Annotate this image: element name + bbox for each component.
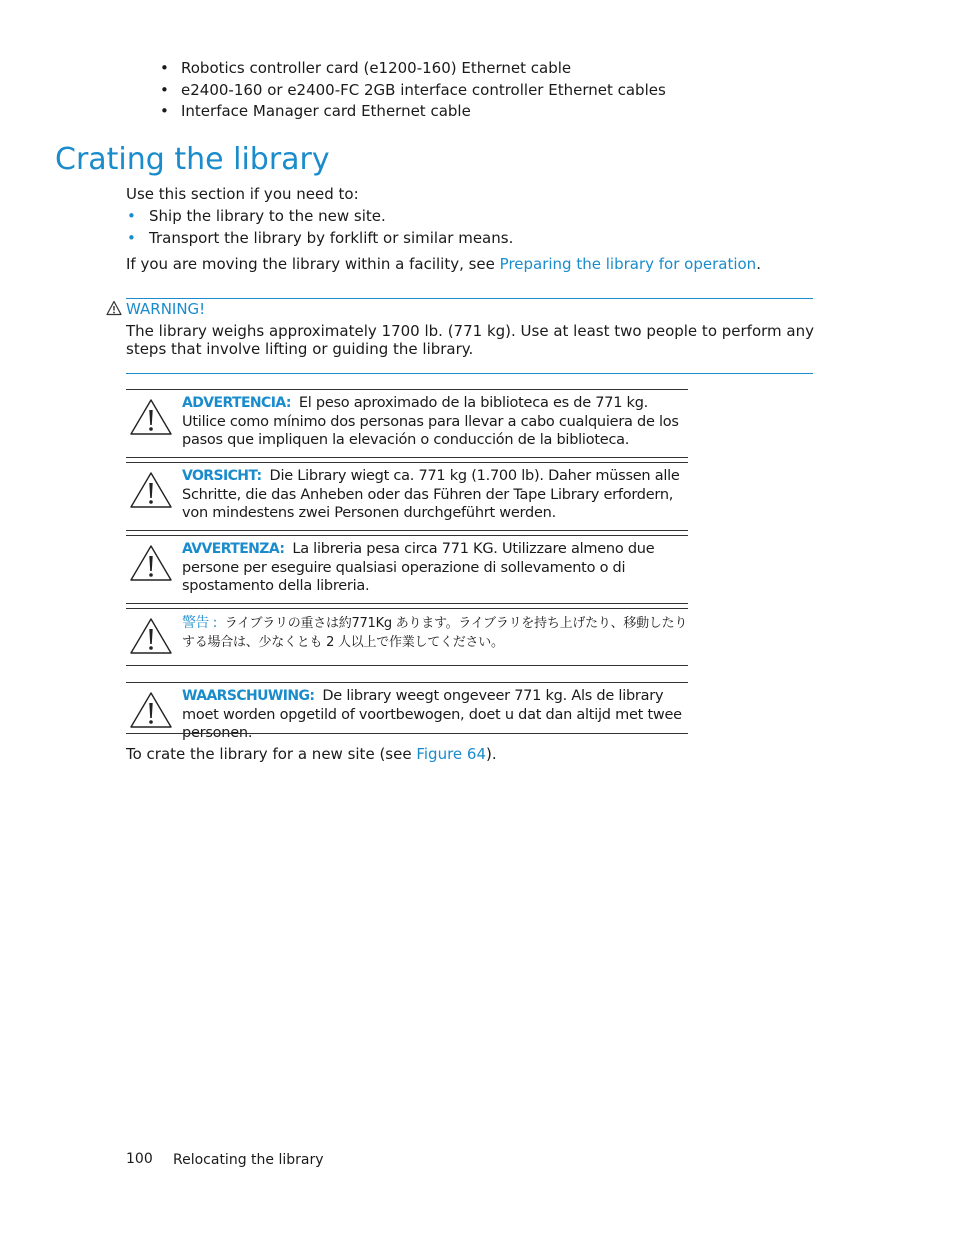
warning-bottom-rule	[126, 373, 813, 374]
list-item: • Interface Manager card Ethernet cable	[160, 101, 666, 123]
caution-icon	[128, 543, 174, 583]
translation-label: AVVERTENZA:	[182, 541, 285, 557]
translation-body: El peso aproximado de la biblioteca es de 771 kg. Utilice como mínimo dos personas para llevar a cabo cualquiera de los pasos que impliquen la elevación o conducción de la biblioteca.	[182, 395, 679, 448]
translation-body: ライブラリの重さは約771Kg あります。ライブラリを持ち上げたり、移動したりする場合は、少なくとも 2 人以上で作業してください。	[182, 616, 688, 650]
box-rule	[126, 733, 688, 734]
warning-icon	[106, 300, 122, 316]
caution-icon	[128, 690, 174, 730]
caution-icon	[128, 616, 174, 656]
top-bullet-list	[160, 58, 666, 123]
translation-body: La libreria pesa circa 771 KG. Utilizzare almeno due persone per eseguire qualsiasi operazione di sollevamento o di spostamento della libreria.	[182, 541, 655, 594]
reason-list	[126, 205, 513, 249]
box-rule	[126, 462, 688, 463]
section-intro: Use this section if you need to:	[126, 185, 359, 203]
page-number: 100	[126, 1151, 153, 1167]
box-rule	[126, 603, 688, 604]
box-rule	[126, 535, 688, 536]
translation-text	[182, 394, 690, 450]
translation-text	[182, 467, 690, 523]
warning-top-rule	[126, 298, 813, 299]
box-rule	[126, 457, 688, 458]
list-item: • Robotics controller card (e1200-160) Ethernet cable	[160, 58, 666, 80]
warning-body: The library weighs approximately 1700 lb. (771 kg). Use at least two people to perform any steps that involve lifting or guiding the library.	[126, 322, 814, 358]
box-rule	[126, 530, 688, 531]
box-rule	[126, 608, 688, 609]
caution-icon	[128, 470, 174, 510]
caution-icon	[128, 397, 174, 437]
list-item: • e2400-160 or e2400-FC 2GB interface controller Ethernet cables	[160, 80, 666, 102]
translation-label: 警告 :	[182, 615, 217, 631]
translation-body: Die Library wiegt ca. 771 kg (1.700 lb). Daher müssen alle Schritte, die das Anheben oder das Führen der Tape Library erfordern, von mindestens zwei Personen durchgeführt werden.	[182, 468, 680, 521]
box-rule	[126, 665, 688, 666]
box-rule	[126, 389, 688, 390]
preparing-library-link[interactable]: Preparing the library for operation	[499, 255, 757, 273]
section-title: Crating the library	[55, 142, 330, 177]
translation-label: ADVERTENCIA:	[182, 395, 291, 411]
crate-prefix: To crate the library for a new site (see	[126, 745, 417, 763]
moving-suffix: .	[756, 255, 761, 273]
list-item: • Transport the library by forklift or similar means.	[126, 227, 513, 249]
crate-paragraph	[126, 744, 497, 764]
translation-text	[182, 540, 690, 596]
translation-text	[182, 687, 690, 743]
figure-link[interactable]: Figure 64	[416, 745, 486, 763]
chapter-title: Relocating the library	[173, 1152, 324, 1168]
list-item: • Ship the library to the new site.	[126, 205, 513, 227]
translation-body: De library weegt ongeveer 771 kg. Als de library moet worden opgetild of voortbewogen, doet u dat dan altijd met twee personen.	[182, 688, 682, 741]
crate-suffix: ).	[486, 745, 497, 763]
box-rule	[126, 682, 688, 683]
moving-prefix: If you are moving the library within a facility, see	[126, 255, 500, 273]
translation-label: WAARSCHUWING:	[182, 688, 315, 704]
translation-text	[182, 614, 690, 652]
translation-label: VORSICHT:	[182, 468, 262, 484]
moving-paragraph	[126, 254, 761, 274]
warning-label: WARNING!	[126, 300, 206, 318]
